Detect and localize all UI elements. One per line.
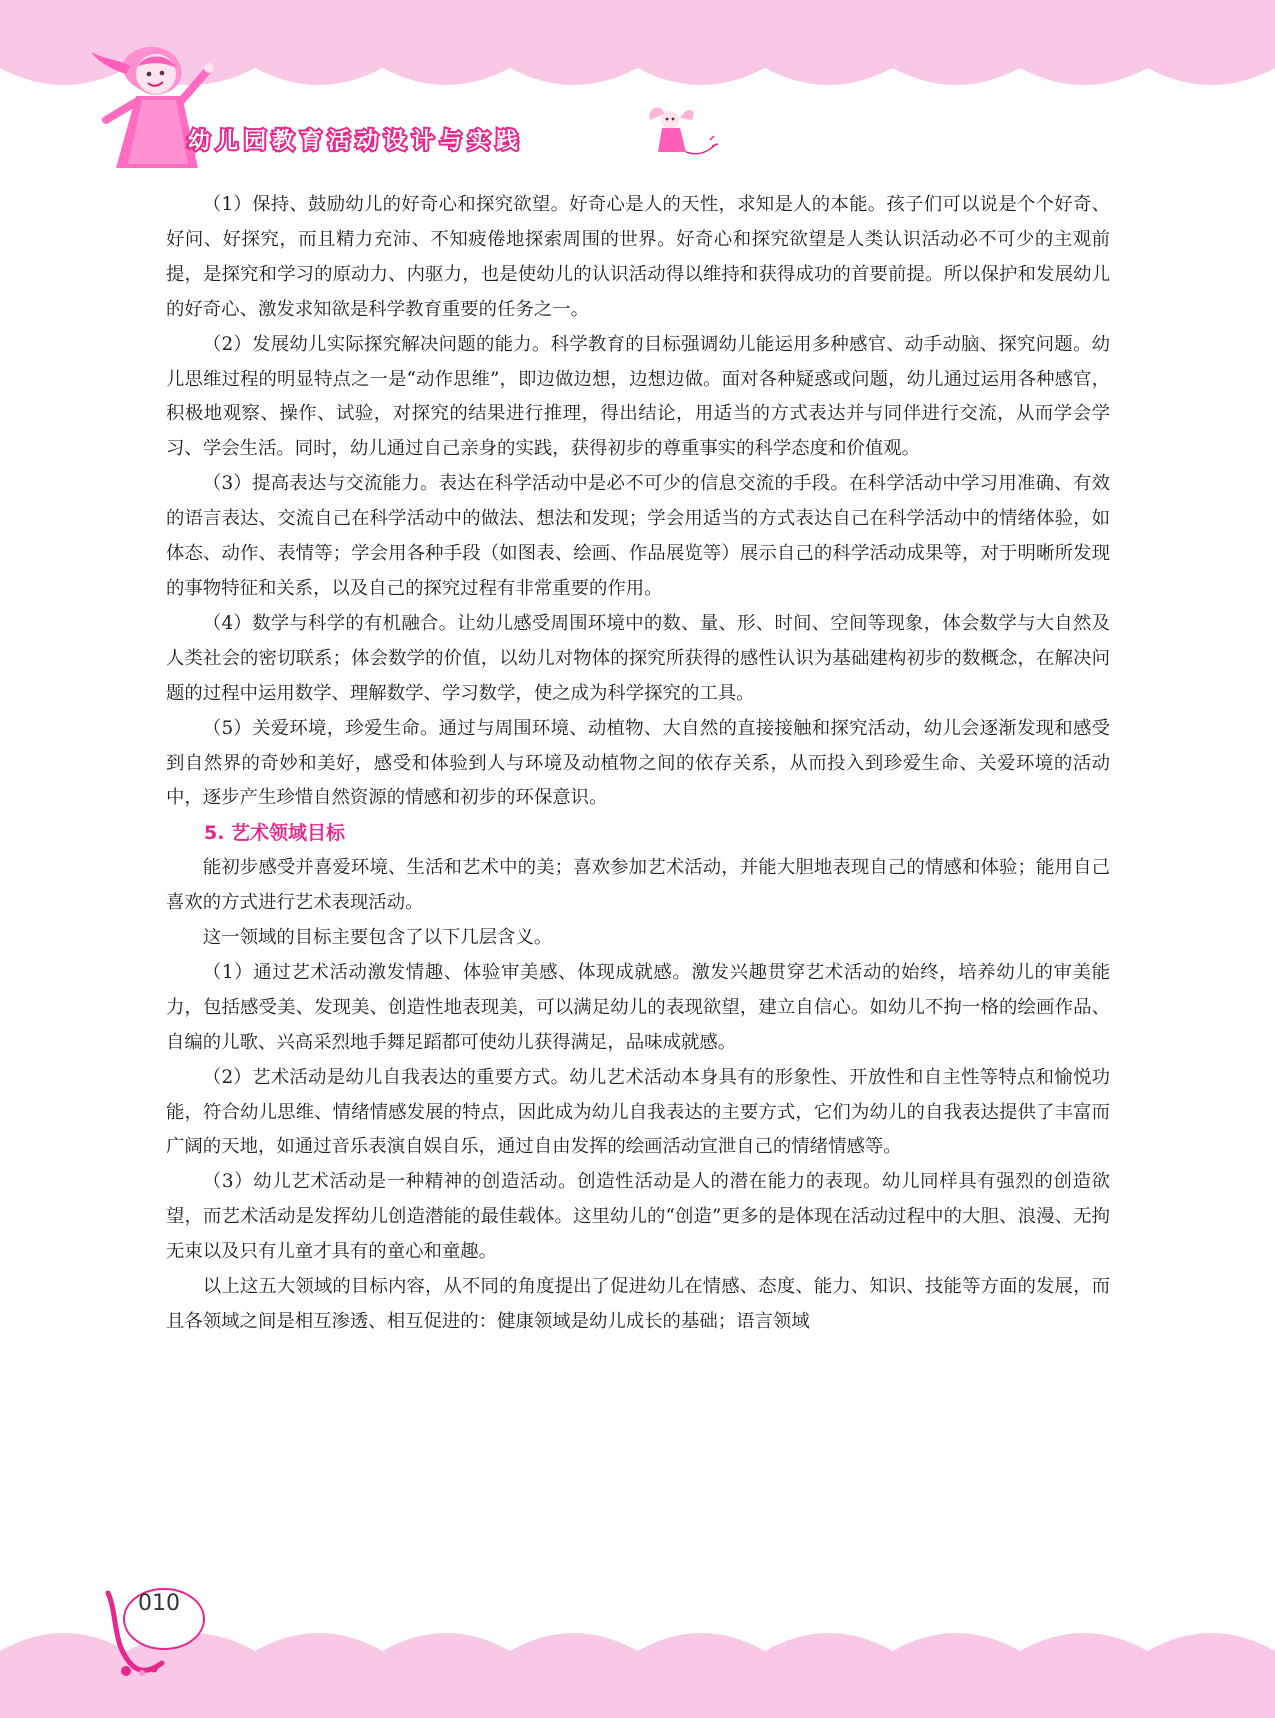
body-paragraph: （4）数学与科学的有机融合。让幼儿感受周围环境中的数、量、形、时间、空间等现象，体会数学与大自然及人类社会的密切联系；体会数学的价值，以幼儿对物体的探究所获得的感性认识为基础建构初步的数概念，在解决问题的过程中运用数学、理解数学、学习数学，使之成为科学探究的工具。 [166,612,1110,704]
girl-mascot-illustration [86,40,216,180]
body-paragraph: 以上这五大领域的目标内容，从不同的角度提出了促进幼儿在情感、态度、能力、知识、技能等方面的发展，而且各领域之间是相互渗透、相互促进的：健康领域是幼儿成长的基础；语言领域 [166,1276,1110,1332]
paragraph-group-a [166,188,1110,816]
page-number: 010 [138,1591,180,1616]
body-paragraph: （1）保持、鼓励幼儿的好奇心和探究欲望。好奇心是人的天性，求知是人的本能。孩子们可以说是个个好奇、好问、好探究，而且精力充沛、不知疲倦地探索周围的世界。好奇心和探究欲望是人类认识活动必不可少的主观前提，是探究和学习的原动力、内驱力，也是使幼儿的认识活动得以维持和获得成功的首要前提。所以保护和发展幼儿的好奇心、激发求知欲是科学教育重要的任务之一。 [166,194,1110,320]
body-paragraph: 这一领域的目标主要包含了以下几层含义。 [202,927,553,949]
page-body [166,188,1110,1340]
body-paragraph: 能初步感受并喜爱环境、生活和艺术中的美；喜欢参加艺术活动，并能大胆地表现自己的情感和体验；能用自己喜欢的方式进行艺术表现活动。 [166,857,1110,914]
paragraph-group-b [166,851,1110,1340]
body-paragraph: （1）通过艺术活动激发情趣、体验审美感、体现成就感。激发兴趣贯穿艺术活动的始终，培养幼儿的审美能力，包括感受美、发现美、创造性地表现美，可以满足幼儿的表现欲望，建立自信心。如幼儿不拘一格的绘画作品、自编的儿歌、兴高采烈地手舞足蹈都可使幼儿获得满足，品味成就感。 [166,961,1110,1053]
body-paragraph: （2）发展幼儿实际探究解决问题的能力。科学教育的目标强调幼儿能运用多种感官、动手动脑、探究问题。幼儿思维过程的明显特点之一是“动作思维”，即边做边想，边想边做。面对各种疑惑或问题，幼儿通过运用各种感官，积极地观察、操作、试验，对探究的结果进行推理，得出结论，用适当的方式表达并与同伴进行交流，从而学会学习、学会生活。同时，幼儿通过自己亲身的实践，获得初步的尊重事实的科学态度和价值观。 [166,333,1110,460]
book-title: 幼儿园教育活动设计与实践 [188,129,525,154]
body-paragraph: （3）幼儿艺术活动是一种精神的创造活动。创造性活动是人的潜在能力的表现。幼儿同样具有强烈的创造欲望，而艺术活动是发挥幼儿创造潜能的最佳载体。这里幼儿的“创造”更多的是体现在活动过程中的大胆、浪漫、无拘无束以及只有儿童才具有的童心和童趣。 [166,1171,1110,1263]
section-heading: 5. 艺术领域目标 [204,822,346,845]
body-paragraph: （3）提高表达与交流能力。表达在科学活动中是必不可少的信息交流的手段。在科学活动中学习用准确、有效的语言表达、交流自己在科学活动中的做法、想法和发现；学会用适当的方式表达自己在科学活动中的情绪体验，如体态、动作、表情等；学会用各种手段（如图表、绘画、作品展览等）展示自己的科学活动成果等，对于明晰所发现的事物特征和关系，以及自己的探究过程有非常重要的作用。 [166,473,1110,599]
fairy-decoration-illustration [640,100,720,170]
body-paragraph: （5）关爱环境，珍爱生命。通过与周围环境、动植物、大自然的直接接触和探究活动，幼儿会逐渐发现和感受到自然界的奇妙和美好，感受和体验到人与环境及动植物之间的依存关系，从而投入到珍爱生命、关爱环境的活动中，逐步产生珍惜自然资源的情感和初步的环保意识。 [166,717,1110,809]
body-paragraph: （2）艺术活动是幼儿自我表达的重要方式。幼儿艺术活动本身具有的形象性、开放性和自主性等特点和愉悦功能，符合幼儿思维、情绪情感发展的特点，因此成为幼儿自我表达的主要方式，它们为幼儿的自我表达提供了丰富而广阔的天地，如通过音乐表演自娱自乐，通过自由发挥的绘画活动宣泄自己的情绪情感等。 [166,1066,1110,1158]
